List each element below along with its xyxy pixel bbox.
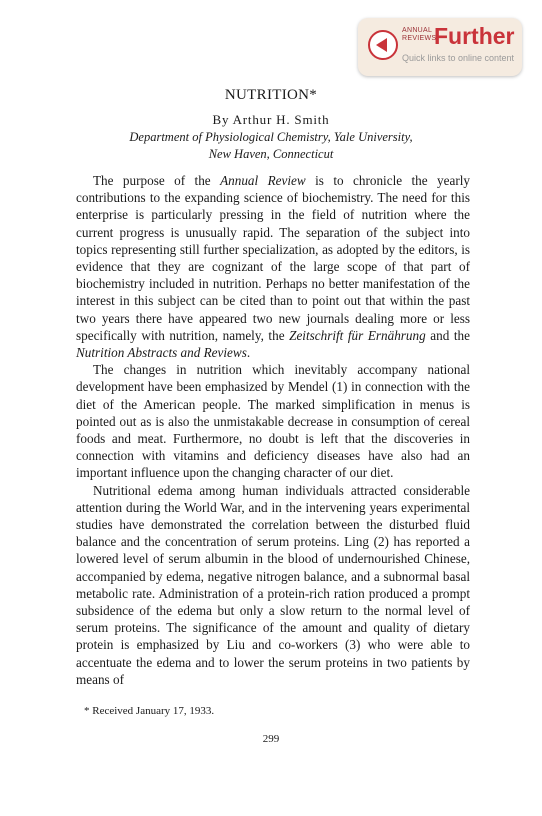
paragraph-3: Nutritional edema among human individuals attracted considerable attention during the World War, and in the intervening years experimental studies have demonstrated the correlation between the disturbed fluid balance and the concentration of serum proteins. Ling (2) has reported a lowered level of serum albumin in the blood of undernourished Chinese, accompanied by edema, negative nitrogen balance, and a subnormal basal metabolic rate. Administration of a protein-rich ration produced a prompt subsidence of the edema but only a slow return to the normal level of serum proteins. The significance of the amount and quality of dietary protein is emphasized by Liu and co-workers (3) who were able to accentuate the edema and to lower the serum proteins in two patients by means of xyxy=(76,482,470,687)
annual-reviews-logo-icon xyxy=(368,30,398,60)
badge-further-text: Further xyxy=(434,23,515,49)
annual-review-italic: Annual Review xyxy=(220,173,306,188)
badge-reviews-text: REVIEWS xyxy=(402,35,437,42)
paragraph-1 xyxy=(76,172,470,361)
author-affiliation xyxy=(60,129,482,163)
paragraph-1-text-d: . xyxy=(246,345,251,361)
footnote: * Received January 17, 1933. xyxy=(84,705,215,717)
paragraph-1-text-b: is to chronicle the yearly contributions to the expanding science of biochemistry. The need for this enterprise is particularly pressing in the field of nutrition where the current progress is unusually rapid. The separation of the subject into topics representing still further specialization, as adopted by the editors, is evidence that they are cognizant of the large scope of that part of biochemistry included in nutrition. Perhaps no better manifestation of the interest in this subject can be cited than to point out that within the past two years there have appeared two new journals dealing more or less specifically with nutrition, namely, the xyxy=(76,173,471,343)
paragraph-1-text-a: The purpose of the xyxy=(93,173,221,188)
badge-annual-reviews-label xyxy=(402,27,436,43)
article-title: NUTRITION* xyxy=(224,87,318,103)
affiliation-line-1: Department of Physiological Chemistry, Yale University, xyxy=(129,130,413,144)
affiliation-line-2: New Haven, Connecticut xyxy=(208,147,334,161)
article-body xyxy=(76,172,470,688)
journal-name-zeitschrift: Zeitschrift für Ernährung xyxy=(289,327,426,343)
badge-annual-text: ANNUAL xyxy=(402,27,433,34)
paragraph-1-text-c: and the xyxy=(425,327,470,343)
paragraph-2: The changes in nutrition which inevitably accompany national development have been emphasized by Mendel (1) in connection with the diet of the American people. The marked simplification in menus is pointed out as is also the unmistakable decrease in consumption of cereal foods and meat. Furthermore, no doubt is left that the discoveries in connection with vitamins and deficiency diseases have also had an important influence upon the changing character of our diet. xyxy=(76,362,470,481)
badge-subtitle: Quick links to online content xyxy=(402,53,515,63)
page-number: 299 xyxy=(262,733,280,745)
journal-name-nutrition-abstracts: Nutrition Abstracts and Reviews xyxy=(76,345,247,361)
annual-reviews-further-badge[interactable] xyxy=(358,18,522,76)
article-author: By Arthur H. Smith xyxy=(212,112,330,127)
